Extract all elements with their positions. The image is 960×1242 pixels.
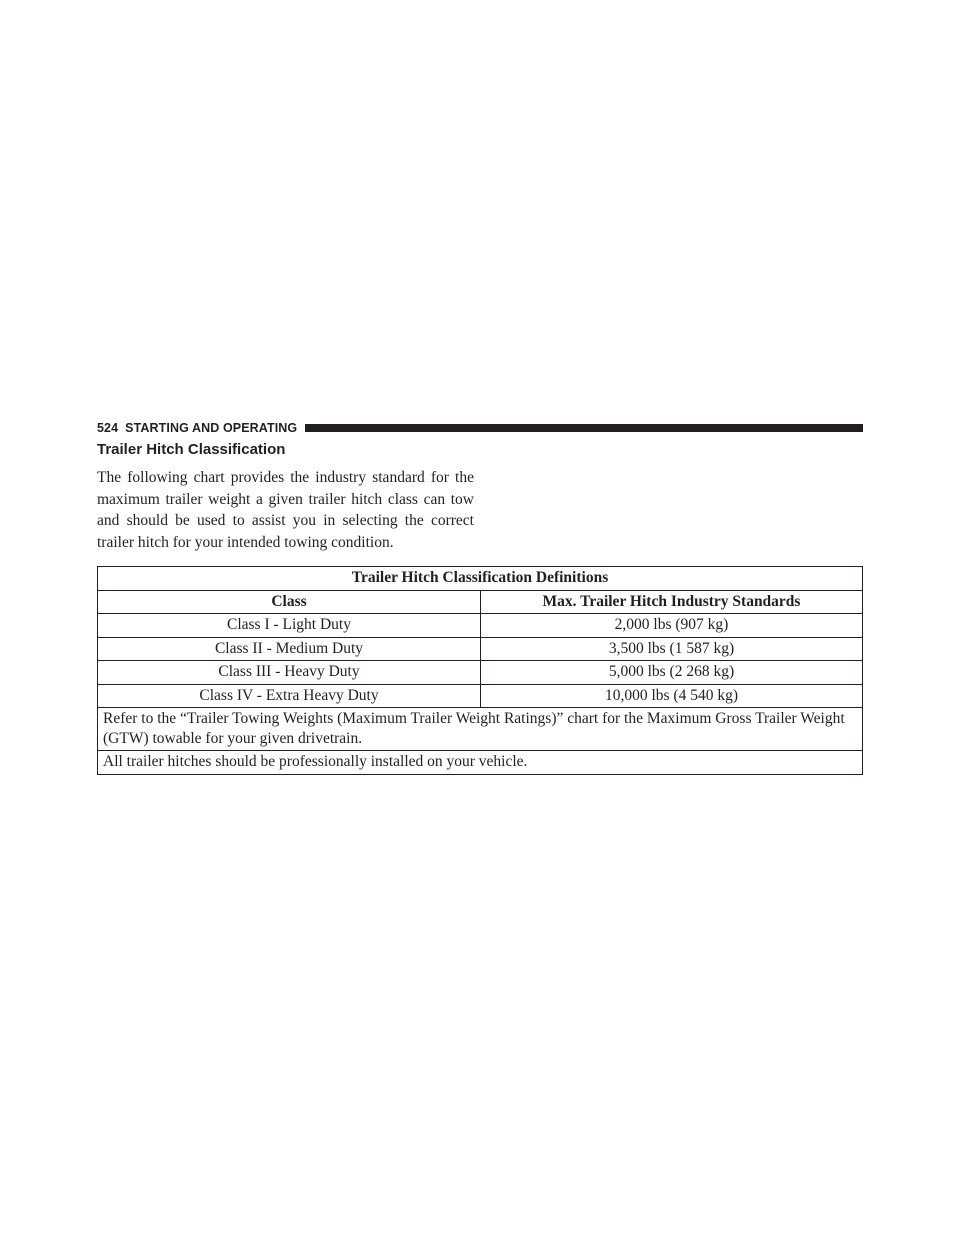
section-title: STARTING AND OPERATING <box>125 421 298 435</box>
weight-cell: 10,000 lbs (4 540 kg) <box>481 684 863 708</box>
table-note-row <box>98 708 863 751</box>
weight-cell: 2,000 lbs (907 kg) <box>481 614 863 638</box>
table-title-row <box>98 567 863 591</box>
column-header-class: Class <box>98 590 481 614</box>
section-heading: Trailer Hitch Classification <box>97 441 286 458</box>
class-cell: Class II - Medium Duty <box>98 637 481 661</box>
class-cell: Class III - Heavy Duty <box>98 661 481 685</box>
table-note-install: All trailer hitches should be professionally installed on your vehicle. <box>98 751 863 775</box>
table-note-row <box>98 751 863 775</box>
weight-cell: 3,500 lbs (1 587 kg) <box>481 637 863 661</box>
class-cell: Class IV - Extra Heavy Duty <box>98 684 481 708</box>
page-header <box>97 419 863 437</box>
table-row <box>98 661 863 685</box>
weight-cell: 5,000 lbs (2 268 kg) <box>481 661 863 685</box>
table-row <box>98 684 863 708</box>
table-note-gtw: Refer to the “Trailer Towing Weights (Maximum Trailer Weight Ratings)” chart for the Maximum Gross Trailer Weight (GTW) towable for your given drivetrain. <box>98 708 863 751</box>
table-row <box>98 637 863 661</box>
table-header-row <box>98 590 863 614</box>
hitch-classification-table <box>97 566 863 775</box>
column-header-standards: Max. Trailer Hitch Industry Standards <box>481 590 863 614</box>
intro-paragraph: The following chart provides the industry standard for the maximum trailer weight a given trailer hitch class can tow and should be used to assist you in selecting the correct trailer hitch for your intended towing condition. <box>97 469 474 551</box>
table-title: Trailer Hitch Classification Definitions <box>98 567 863 591</box>
class-cell: Class I - Light Duty <box>98 614 481 638</box>
page-number: 524 <box>97 421 119 435</box>
header-rule <box>305 424 863 432</box>
table-row <box>98 614 863 638</box>
